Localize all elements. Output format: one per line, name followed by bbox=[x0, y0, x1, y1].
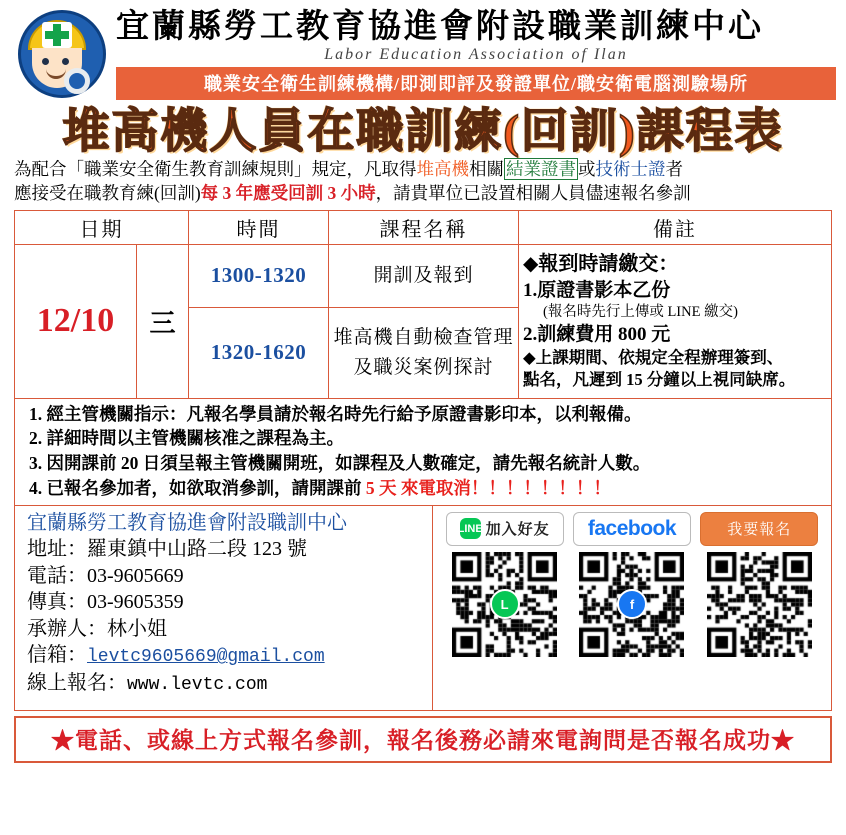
contact-website-value[interactable]: www.levtc.com bbox=[127, 675, 268, 696]
contact-address-label: 地址： bbox=[27, 537, 87, 560]
intro-line1-f: 技術士證 bbox=[595, 159, 666, 180]
remark-line-4: 2.訓練費用 800 元 bbox=[523, 324, 671, 346]
line-add-friend-label: 加入好友 bbox=[485, 522, 550, 539]
contact-person bbox=[27, 616, 426, 643]
contact-website-label: 線上報名： bbox=[27, 672, 127, 695]
note-item-3: 3. 因開課前 20 日須呈報主管機關開班，如課程及人數確定，請先報名統計人數。 bbox=[29, 453, 651, 474]
line-icon: LINE bbox=[460, 518, 481, 539]
note-item-4 bbox=[29, 476, 821, 501]
contact-address bbox=[27, 536, 426, 563]
schedule-table bbox=[14, 210, 832, 399]
cell-course-2 bbox=[329, 307, 519, 398]
note-item-4-highlight: 5 天 bbox=[365, 478, 397, 499]
remark-line-5: ◆上課期間、依規定全程辦理簽到、 bbox=[523, 348, 784, 368]
cell-time-1: 1300-1320 bbox=[189, 244, 329, 307]
note-item-1: 1. 經主管機關指示：凡報名學員請於報名時先行給予原證書影印本，以利報備。 bbox=[29, 403, 642, 424]
organization-logo-icon bbox=[14, 8, 110, 104]
contact-phone bbox=[27, 563, 426, 590]
intro-line1-e: 或 bbox=[578, 159, 596, 180]
remark-line-2: 1.原證書影本乙份 bbox=[523, 279, 671, 301]
table-row bbox=[15, 244, 832, 307]
contact-address-value: 羅東鎮中山路二段 123 號 bbox=[87, 537, 307, 560]
line-qr-center-icon: L bbox=[490, 589, 520, 619]
note-item-2: 2. 詳細時間以主管機關核准之課程為主。 bbox=[29, 428, 344, 449]
contact-org-title: 宜蘭縣勞工教育協進會附設職訓中心 bbox=[27, 511, 347, 534]
cell-weekday: 三 bbox=[137, 244, 189, 398]
contact-phone-value: 03-9605669 bbox=[87, 564, 184, 587]
facebook-qr-center-icon: f bbox=[617, 589, 647, 619]
remark-line-3: (報名時先行上傳或 LINE 繳交) bbox=[543, 303, 738, 320]
facebook-button[interactable] bbox=[573, 512, 691, 546]
intro-line1-d: 結業證書 bbox=[506, 159, 576, 180]
contact-phone-label: 電話： bbox=[27, 564, 87, 587]
contact-section bbox=[14, 506, 832, 711]
signup-qr-code[interactable] bbox=[707, 552, 812, 657]
facebook-qr-code[interactable] bbox=[579, 552, 684, 657]
line-qr-code[interactable] bbox=[452, 552, 557, 657]
intro-line1-b: 堆高機 bbox=[416, 159, 469, 180]
intro-line-2 bbox=[14, 182, 834, 206]
intro-line2-c: ，請貴單位已設置相關人員儘速報名參訓 bbox=[375, 182, 691, 203]
cell-date: 12/10 bbox=[15, 244, 137, 398]
intro-line-1 bbox=[14, 158, 834, 182]
intro-line2-a: 應接受在職教育練(回訓) bbox=[14, 182, 201, 203]
contact-email-link[interactable]: levtc9605669@gmail.com bbox=[87, 647, 325, 668]
intro-line2-b: 每 3 年應受回訓 3 小時 bbox=[200, 182, 376, 203]
notes-block bbox=[14, 399, 832, 506]
intro-paragraph bbox=[0, 157, 846, 205]
facebook-label: facebook bbox=[587, 516, 677, 540]
footer-text: ★電話、或線上方式報名參訓，報名後務必請來電詢問是否報名成功★ bbox=[51, 727, 795, 753]
intro-line1-a: 為配合「職業安全衛生教育訓練規則」規定，凡取得 bbox=[14, 159, 417, 180]
contact-fax-label: 傳真： bbox=[27, 591, 87, 614]
header bbox=[0, 0, 846, 104]
header-text-block bbox=[110, 8, 836, 100]
footer-banner bbox=[14, 716, 832, 763]
line-add-friend-button[interactable] bbox=[446, 512, 564, 546]
note-item-4-before: 4. 已報名參加者，如欲取消參訓，請開課前 bbox=[29, 478, 366, 499]
contact-person-label: 承辦人： bbox=[27, 617, 107, 640]
contact-email-label: 信箱： bbox=[27, 644, 87, 667]
contact-email bbox=[27, 642, 426, 670]
table-header-row bbox=[15, 210, 832, 244]
contact-fax bbox=[27, 589, 426, 616]
contact-website bbox=[27, 670, 426, 698]
contact-details bbox=[15, 506, 433, 710]
line-qr-column bbox=[445, 512, 565, 657]
organization-name: 宜蘭縣勞工教育協進會附設職業訓練中心 bbox=[116, 9, 764, 45]
column-header-remark: 備註 bbox=[519, 210, 832, 244]
cell-course-2-line1: 堆高機自動檢查管理 bbox=[333, 327, 514, 349]
cell-course-2-line2: 及職災案例探討 bbox=[353, 356, 494, 378]
column-header-course: 課程名稱 bbox=[329, 210, 519, 244]
facebook-qr-column bbox=[572, 512, 692, 657]
column-header-date: 日期 bbox=[15, 210, 189, 244]
title-row bbox=[0, 108, 846, 157]
organization-name-english: Labor Education Association of Ilan bbox=[324, 45, 628, 63]
column-header-time: 時間 bbox=[189, 210, 329, 244]
intro-line1-g: 者 bbox=[665, 159, 683, 180]
note-item-4-after: 來電取消！！！！！！！！ bbox=[396, 478, 611, 499]
cell-time-2: 1320-1620 bbox=[189, 307, 329, 398]
cell-remark bbox=[519, 244, 832, 398]
contact-person-value: 林小姐 bbox=[107, 617, 167, 640]
contact-fax-value: 03-9605359 bbox=[87, 591, 184, 614]
signup-button[interactable] bbox=[700, 512, 818, 546]
signup-qr-column bbox=[699, 512, 819, 657]
page-title: 堆高機人員在職訓練(回訓)課程表 bbox=[62, 106, 784, 158]
qr-codes-section bbox=[433, 506, 831, 710]
organization-qualification-bar: 職業安全衛生訓練機構/即測即評及發證單位/職安衛電腦測驗場所 bbox=[116, 67, 836, 100]
cell-course-1: 開訓及報到 bbox=[329, 244, 519, 307]
remark-line-1: ◆報到時請繳交： bbox=[523, 253, 679, 276]
intro-line1-c: 相關 bbox=[469, 159, 504, 180]
remark-line-6: 點名，凡遲到 15 分鐘以上視同缺席。 bbox=[523, 369, 796, 389]
signup-label: 我要報名 bbox=[727, 522, 792, 539]
